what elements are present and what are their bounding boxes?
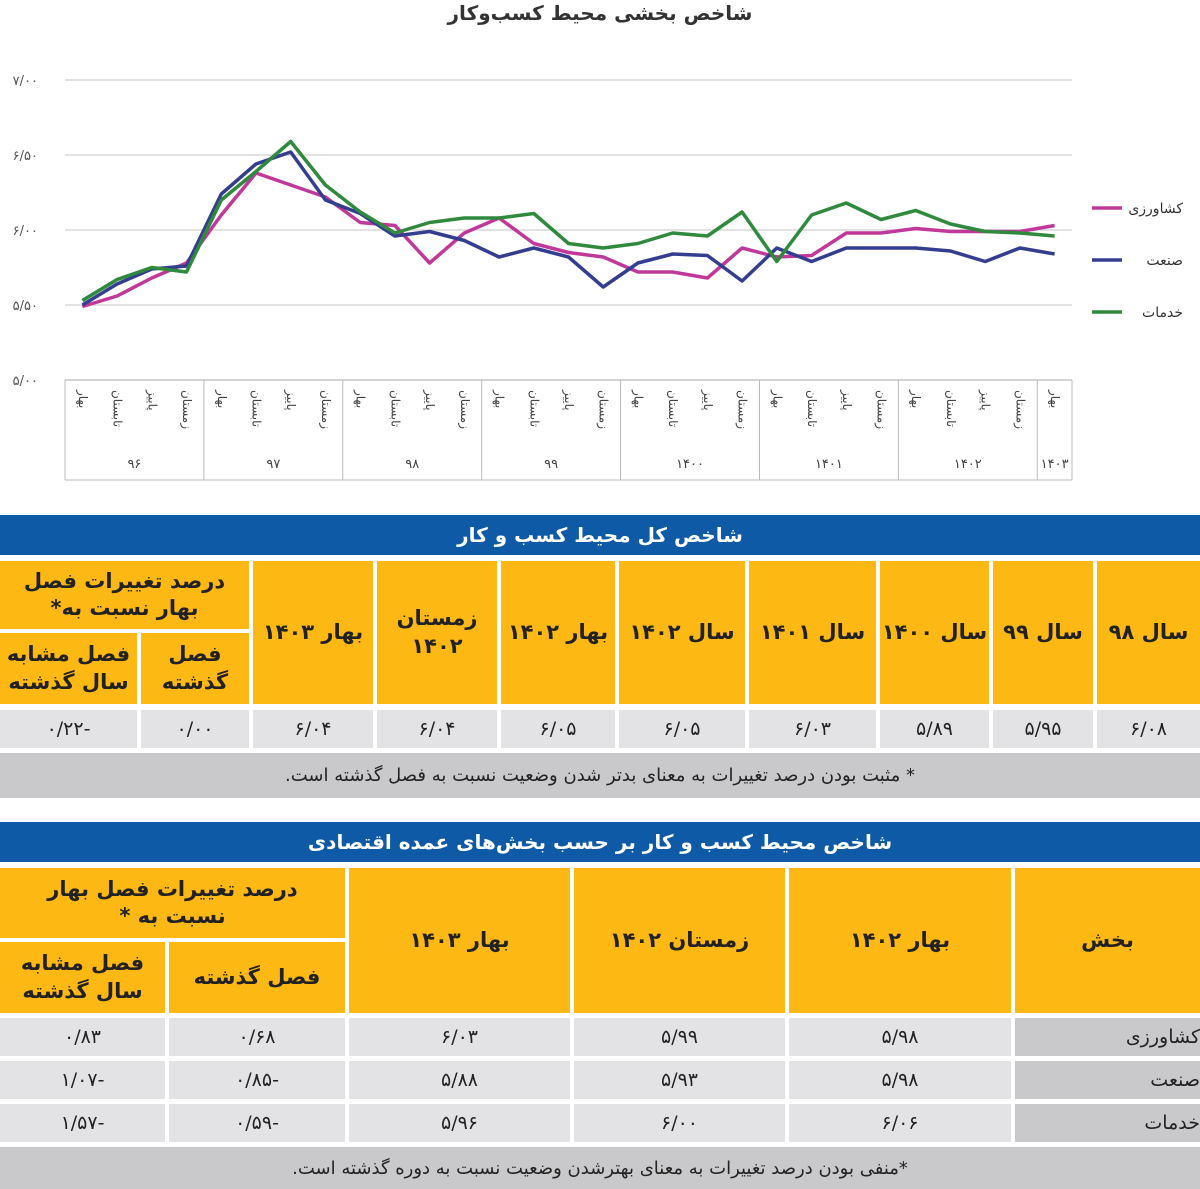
- x-tick-label: زمستان: [735, 390, 750, 430]
- table2-title: شاخص محیط کسب و کار بر حسب بخش‌های عمده اقتصادی: [0, 822, 1200, 862]
- table2-header-2: بهار ۱۴۰۳: [349, 868, 570, 1013]
- table1-prev-season-header: فصل گذشته: [141, 633, 249, 704]
- table2-row-0-same: ۰/۸۳: [0, 1018, 165, 1056]
- table1-value-5: ۶/۰۵: [501, 710, 615, 748]
- table1-header-1: سال ۹۹: [993, 561, 1093, 704]
- table2-row-0-prev: ۰/۶۸: [169, 1018, 345, 1056]
- year-label: ۱۴۰۱: [814, 457, 843, 472]
- year-label: ۹۸: [405, 457, 420, 472]
- series-line-2: [82, 142, 1054, 301]
- table1-header-5: بهار ۱۴۰۲: [501, 561, 615, 704]
- x-tick-label: تابستان: [527, 390, 542, 428]
- x-tick-label: بهار: [75, 390, 90, 409]
- year-label: ۱۴۰۲: [953, 457, 982, 472]
- table2-row-2-v3: ۵/۹۶: [349, 1104, 570, 1142]
- x-tick-label: زمستان: [1013, 390, 1028, 430]
- table2-prev-season-header: فصل گذشته: [169, 942, 345, 1013]
- y-tick-label: ۵/۰۰: [12, 374, 38, 389]
- table2-change-header: درصد تغییرات فصل بهار نسبت به *: [0, 868, 345, 938]
- chart-title: شاخص بخشی محیط کسب‌وکار: [447, 1, 753, 25]
- table1-value-2: ۵/۸۹: [880, 710, 989, 748]
- year-label: ۱۴۰۰: [676, 457, 705, 472]
- table2-row-1-v3: ۵/۸۸: [349, 1061, 570, 1099]
- table2-row-0-v1: ۵/۹۸: [789, 1018, 1011, 1056]
- x-tick-label: پاییز: [284, 390, 299, 411]
- line-chart: [0, 28, 1200, 483]
- x-tick-label: پاییز: [145, 390, 160, 411]
- table1-value-3: ۶/۰۳: [749, 710, 876, 748]
- year-label: ۹۹: [544, 457, 559, 472]
- x-tick-label: زمستان: [318, 390, 333, 430]
- table1-header-0: سال ۹۸: [1097, 561, 1200, 704]
- table1-value-6: ۶/۰۴: [377, 710, 497, 748]
- table1-value-1: ۵/۹۵: [993, 710, 1093, 748]
- table2-row-1-prev: -۰/۸۵: [169, 1061, 345, 1099]
- legend-label-0: کشاورزی: [1128, 201, 1183, 217]
- year-label: ۱۴۰۳: [1040, 457, 1069, 472]
- table2-row-1-v2: ۵/۹۳: [574, 1061, 785, 1099]
- table1-header-3: سال ۱۴۰۱: [749, 561, 876, 704]
- x-tick-label: بهار: [631, 390, 646, 409]
- x-tick-label: بهار: [492, 390, 507, 409]
- x-tick-label: پاییز: [839, 390, 854, 411]
- x-tick-label: پاییز: [562, 390, 576, 411]
- year-label: ۹۷: [266, 457, 281, 472]
- table1-header-4: سال ۱۴۰۲: [619, 561, 745, 704]
- table1-header-6: زمستان ۱۴۰۲: [377, 561, 497, 704]
- x-tick-label: تابستان: [249, 390, 264, 428]
- table2-row-2-v1: ۶/۰۶: [789, 1104, 1011, 1142]
- x-tick-label: تابستان: [666, 390, 681, 428]
- y-tick-label: ۶/۰۰: [12, 224, 38, 239]
- x-tick-label: بهار: [909, 390, 924, 409]
- x-tick-label: تابستان: [943, 390, 958, 428]
- legend-label-2: خدمات: [1142, 305, 1183, 321]
- table1-same-season-header: فصل مشابه سال گذشته: [0, 633, 137, 704]
- x-tick-label: زمستان: [457, 390, 472, 430]
- table2-row-1-same: -۱/۰۷: [0, 1061, 165, 1099]
- x-tick-label: بهار: [1048, 390, 1063, 409]
- table2-row-1-v1: ۵/۹۸: [789, 1061, 1011, 1099]
- table1-title: شاخص کل محیط کسب و کار: [0, 515, 1200, 555]
- x-tick-label: پاییز: [423, 390, 438, 411]
- table1-value-7: ۶/۰۴: [253, 710, 373, 748]
- x-tick-label: پاییز: [978, 390, 993, 411]
- y-tick-label: ۷/۰۰: [12, 74, 38, 89]
- x-tick-label: بهار: [770, 390, 785, 409]
- y-tick-label: ۶/۵۰: [12, 149, 38, 164]
- table2-row-1-sector: صنعت: [1015, 1061, 1200, 1099]
- table1-header-2: سال ۱۴۰۰: [880, 561, 989, 704]
- table2-same-season-header: فصل مشابه سال گذشته: [0, 942, 165, 1013]
- table2-row-0-v3: ۶/۰۳: [349, 1018, 570, 1056]
- y-tick-label: ۵/۵۰: [12, 299, 38, 314]
- table1-same-value: -۰/۲۲: [0, 710, 137, 748]
- table2-header-1: زمستان ۱۴۰۲: [574, 868, 785, 1013]
- table1-note: * مثبت بودن درصد تغییرات به معنای بد‌تر شدن وضعیت نسبت به فصل گذشته است.: [0, 753, 1200, 798]
- table2-note: *منفی بودن درصد تغییرات به معنای بهتر‌شدن وضعیت نسبت به دوره گذشته است.: [0, 1147, 1200, 1189]
- table1-prev-value: ۰/۰۰: [141, 710, 249, 748]
- table1-value-0: ۶/۰۸: [1097, 710, 1200, 748]
- table2-row-2-sector: خدمات: [1015, 1104, 1200, 1142]
- x-tick-label: تابستان: [805, 390, 820, 428]
- table2-sector-header: بخش: [1015, 868, 1200, 1013]
- x-tick-label: بهار: [353, 390, 368, 409]
- table2-row-2-same: -۱/۵۷: [0, 1104, 165, 1142]
- table2-row-2-v2: ۶/۰۰: [574, 1104, 785, 1142]
- x-tick-label: تابستان: [110, 390, 125, 428]
- x-tick-label: زمستان: [180, 390, 195, 430]
- table1-header-7: بهار ۱۴۰۳: [253, 561, 373, 704]
- table2-row-0-v2: ۵/۹۹: [574, 1018, 785, 1056]
- table2-header-0: بهار ۱۴۰۲: [789, 868, 1011, 1013]
- x-tick-label: بهار: [214, 390, 229, 409]
- year-label: ۹۶: [127, 457, 142, 472]
- x-tick-label: تابستان: [388, 390, 403, 428]
- x-tick-label: زمستان: [874, 390, 889, 430]
- table1-change-header: درصد تغییرات فصل بهار نسبت به*: [0, 561, 249, 629]
- table1-value-4: ۶/۰۵: [619, 710, 745, 748]
- legend-label-1: صنعت: [1146, 253, 1183, 269]
- table2-row-0-sector: کشاورزی: [1015, 1018, 1200, 1056]
- x-tick-label: زمستان: [596, 390, 611, 430]
- table2-row-2-prev: -۰/۵۹: [169, 1104, 345, 1142]
- x-tick-label: پاییز: [700, 390, 715, 411]
